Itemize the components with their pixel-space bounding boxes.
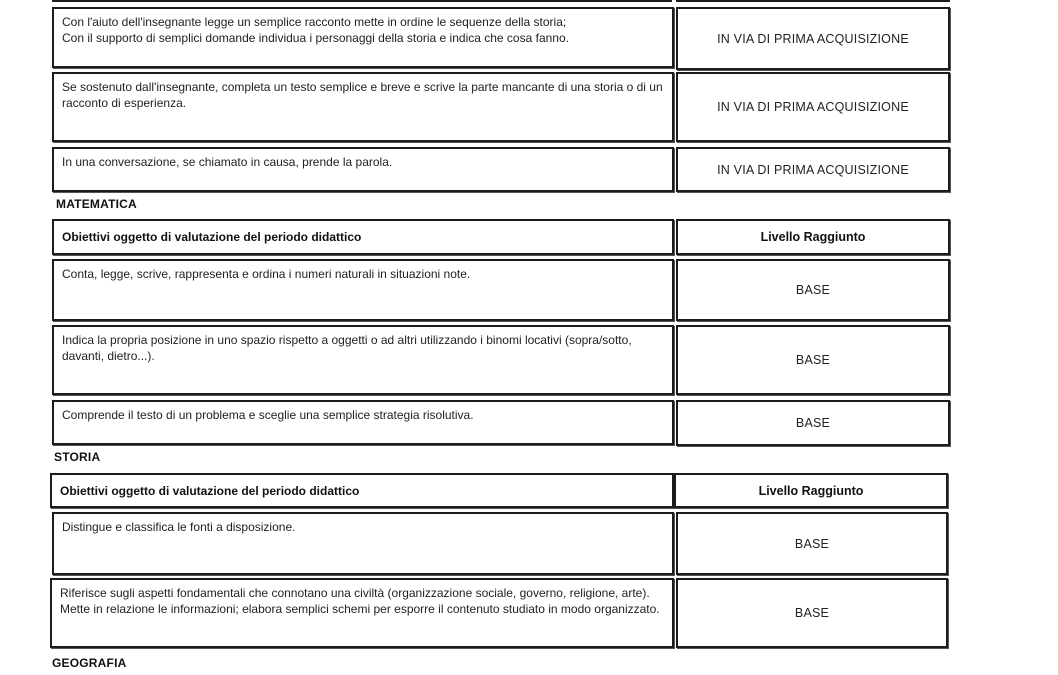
- level-text: BASE: [795, 416, 831, 430]
- italiano-objective-1: [52, 7, 674, 68]
- matematica-level-1: [676, 259, 950, 321]
- objective-text: Conta, legge, scrive, rappresenta e ordina i numeri naturali in situazioni note.: [62, 267, 471, 281]
- matematica-header-level: [676, 219, 950, 255]
- previous-table-bottom-border: [52, 0, 950, 2]
- italiano-level-2: [676, 72, 950, 142]
- section-title-geografia: GEOGRAFIA: [52, 656, 127, 670]
- level-text: IN VIA DI PRIMA ACQUISIZIONE: [717, 31, 909, 46]
- storia-objective-2: [50, 578, 674, 648]
- header-text: Livello Raggiunto: [760, 230, 866, 244]
- level-text: IN VIA DI PRIMA ACQUISIZIONE: [717, 162, 909, 177]
- storia-level-2: [676, 578, 948, 648]
- header-text: Livello Raggiunto: [758, 483, 864, 498]
- storia-level-1: [676, 512, 948, 575]
- objective-text: Indica la propria posizione in uno spazio rispetto a oggetti o ad altri utilizzando i binomi locativi (sopra/sotto, davanti, dietro...).: [62, 333, 632, 363]
- objective-text: Se sostenuto dall'insegnante, completa un testo semplice e breve e scrive la parte mancante di una storia o di un racconto di esperienza.: [62, 80, 663, 110]
- italiano-objective-2: [52, 72, 674, 142]
- objective-text: Comprende il testo di un problema e sceglie una semplice strategia risolutiva.: [62, 408, 474, 422]
- level-text: BASE: [795, 353, 831, 367]
- matematica-objective-2: [52, 325, 674, 395]
- section-title-matematica: MATEMATICA: [56, 197, 137, 211]
- italiano-objective-3: [52, 147, 674, 192]
- storia-header-level: [674, 473, 948, 508]
- top-column-gap: [672, 0, 676, 6]
- header-text: Obiettivi oggetto di valutazione del periodo didattico: [60, 483, 360, 498]
- matematica-level-3: [676, 400, 950, 446]
- matematica-objective-1: [52, 259, 674, 321]
- matematica-objective-3: [52, 400, 674, 445]
- storia-objective-1: [52, 512, 674, 575]
- level-text: BASE: [794, 536, 830, 551]
- level-text: BASE: [794, 606, 830, 620]
- storia-header-objectives: [50, 473, 674, 508]
- objective-text: Distingue e classifica le fonti a disposizione.: [62, 520, 296, 534]
- objective-text: In una conversazione, se chiamato in causa, prende la parola.: [62, 155, 393, 169]
- italiano-level-3: [676, 147, 950, 192]
- matematica-level-2: [676, 325, 950, 395]
- section-title-storia: STORIA: [54, 450, 101, 464]
- italiano-level-1: [676, 7, 950, 70]
- level-text: BASE: [795, 283, 831, 297]
- matematica-header-objectives: [52, 219, 674, 255]
- objective-text: Riferisce sugli aspetti fondamentali che connotano una civiltà (organizzazione sociale, governo, religione, arte). Mette in relazione le informazioni; elabora semplici schemi per esporre il contenuto studiato in modo organizzato.: [60, 586, 660, 616]
- objective-text: Con l'aiuto dell'insegnante legge un semplice racconto mette in ordine le sequenze della storia; Con il supporto di semplici domande individua i personaggi della storia e indica che cosa fanno.: [62, 15, 569, 45]
- header-text: Obiettivi oggetto di valutazione del periodo didattico: [62, 230, 362, 244]
- level-text: IN VIA DI PRIMA ACQUISIZIONE: [717, 100, 909, 114]
